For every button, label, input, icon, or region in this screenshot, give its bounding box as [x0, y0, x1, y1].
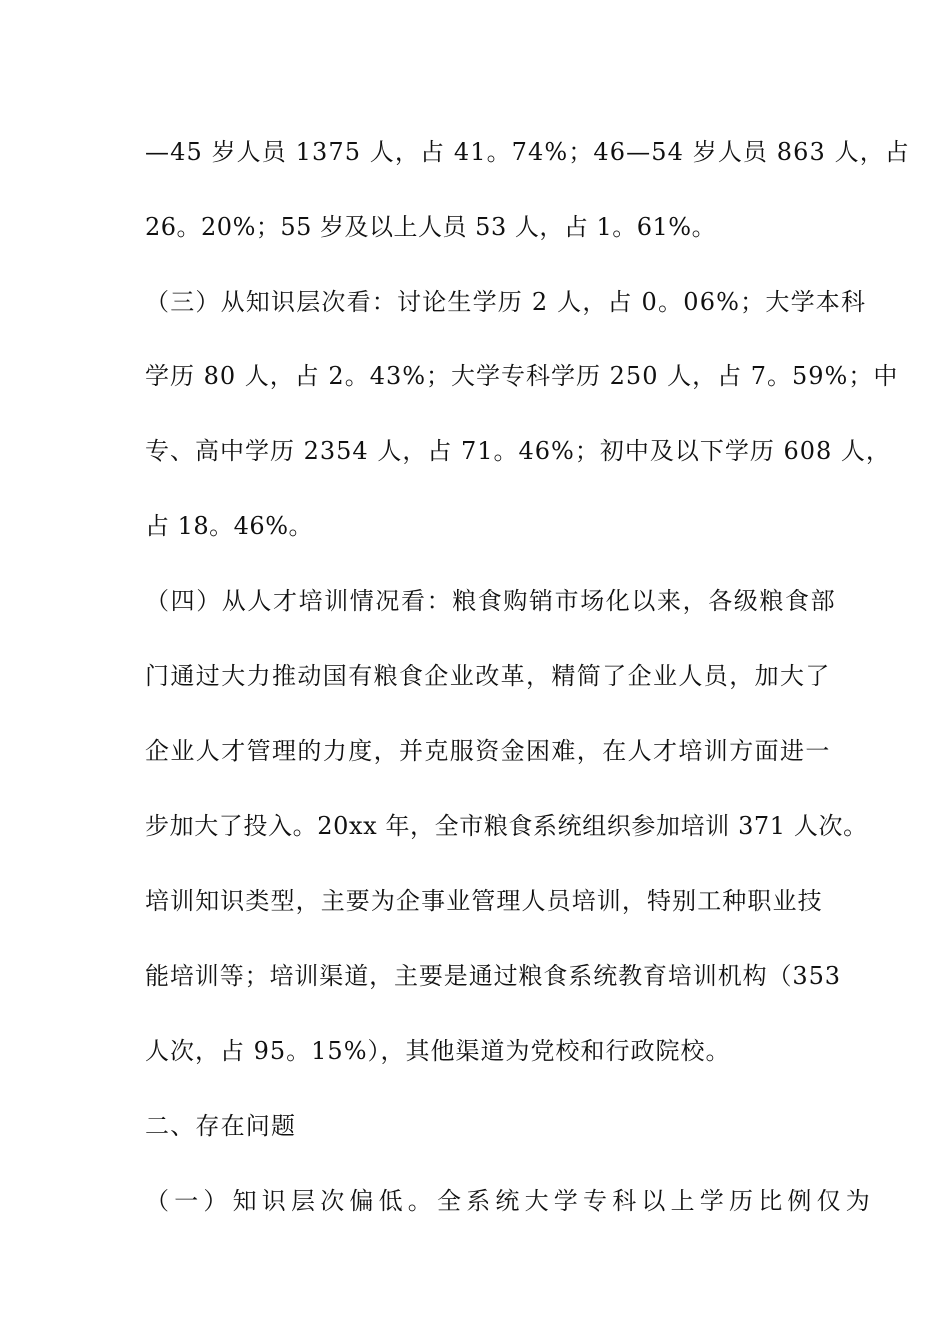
text-line: （三）从知识层次看：讨论生学历 2 人，占 0。06%；大学本科 — [145, 288, 867, 316]
text-line: 企业人才管理的力度，并克服资金困难，在人才培训方面进一 — [145, 737, 831, 765]
text-line: 专、高中学历 2354 人，占 71。46%；初中及以下学历 608 人， — [145, 437, 891, 465]
text-line: 占 18。46%。 — [145, 512, 314, 540]
text-line: （四）从人才培训情况看：粮食购销市场化以来，各级粮食部 — [145, 587, 837, 615]
text-line: 26。20%；55 岁及以上人员 53 人，占 1。61%。 — [145, 213, 717, 241]
text-line: 步加大了投入。20xx 年，全市粮食系统组织参加培训 371 人次。 — [145, 812, 868, 840]
text-line: 学历 80 人，占 2。43%；大学专科学历 250 人，占 7。59%；中 — [145, 362, 899, 390]
text-line: —45 岁人员 1375 人，占 41。74%；46—54 岁人员 863 人，占 — [145, 138, 910, 166]
section-heading: 二、存在问题 — [145, 1112, 297, 1140]
text-line: （一）知识层次偏低。全系统大学专科以上学历比例仅为 — [145, 1187, 875, 1215]
text-line: 培训知识类型，主要为企事业管理人员培训，特别工种职业技 — [145, 887, 823, 915]
text-line: 门通过大力推动国有粮食企业改革，精简了企业人员，加大了 — [145, 662, 831, 690]
text-line: 能培训等；培训渠道，主要是通过粮食系统教育培训机构（353 — [145, 962, 841, 990]
text-line: 人次，占 95。15%），其他渠道为党校和行政院校。 — [145, 1037, 731, 1065]
